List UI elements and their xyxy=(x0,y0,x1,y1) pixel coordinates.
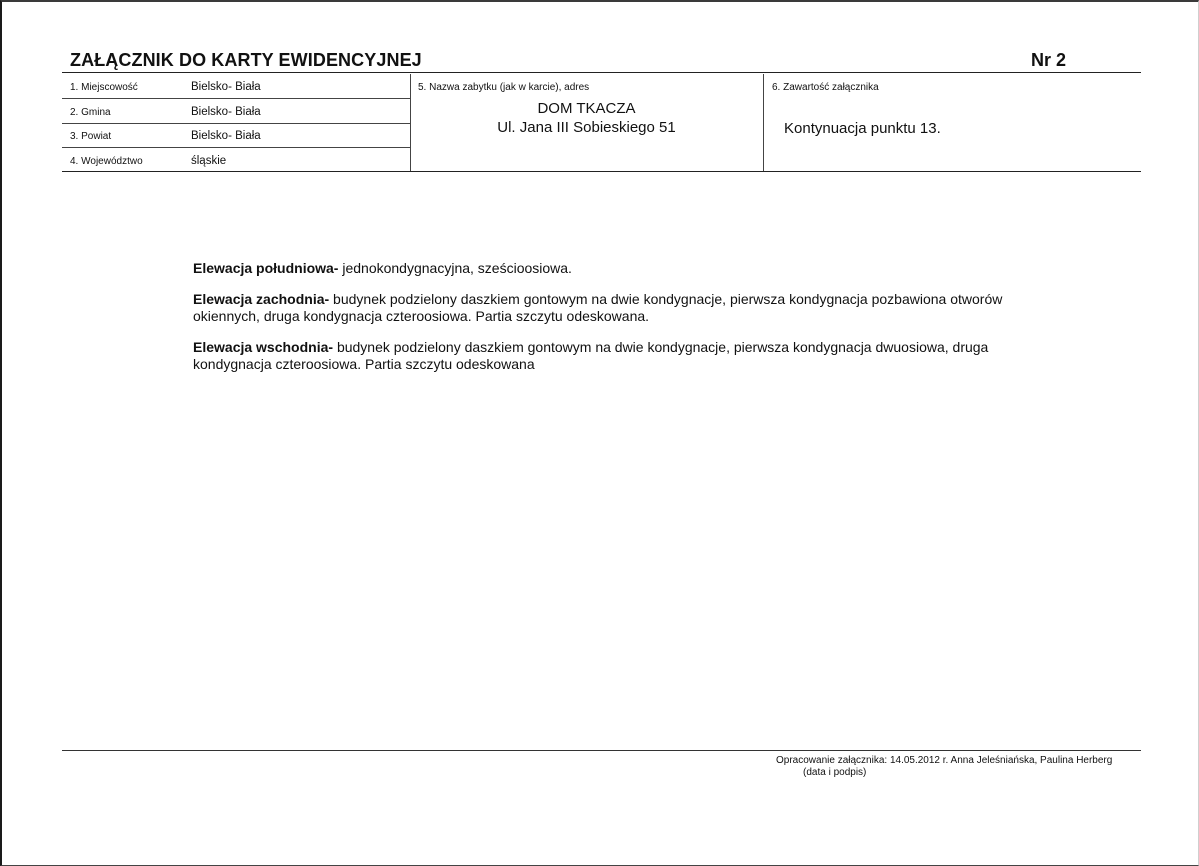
paragraph-heading: Elewacja południowa- xyxy=(193,260,339,276)
field-label: 1. Miejscowość xyxy=(70,82,138,93)
field-value: śląskie xyxy=(191,155,227,167)
paragraph-heading: Elewacja zachodnia- xyxy=(193,291,330,307)
document-title: ZAŁĄCZNIK DO KARTY EWIDENCYJNEJ xyxy=(70,50,422,70)
table-divider xyxy=(62,171,1141,172)
field-locality xyxy=(62,74,410,99)
monument-cell xyxy=(410,74,764,172)
paragraph-west xyxy=(193,291,1013,325)
paragraph-south xyxy=(193,260,1013,277)
paragraph-text: jednokondygnacyjna, sześcioosiowa. xyxy=(338,260,572,276)
field-county xyxy=(62,123,410,148)
paragraph-heading: Elewacja wschodnia- xyxy=(193,339,334,355)
field-label: 2. Gmina xyxy=(70,107,111,118)
footer-caption: (data i podpis) xyxy=(803,767,867,778)
monument-name: DOM TKACZA xyxy=(537,100,636,117)
field-label: 4. Województwo xyxy=(70,156,143,167)
field-label: 3. Powiat xyxy=(70,131,112,142)
contents-cell xyxy=(764,74,1141,172)
footer-divider xyxy=(62,750,1141,751)
field-value: Bielsko- Biała xyxy=(191,81,261,93)
monument-address: Ul. Jana III Sobieskiego 51 xyxy=(497,119,676,136)
paragraph-text: budynek podzielony daszkiem gontowym na dwie kondygnacje, pierwsza kondygnacja dwuosiowa, druga kondygnacja czteroosiowa. Partia szczytu odeskowana xyxy=(193,339,989,372)
contents-value: Kontynuacja punktu 13. xyxy=(784,120,941,137)
paragraph-east xyxy=(193,339,1013,373)
header xyxy=(62,50,1141,73)
monument-label: 5. Nazwa zabytku (jak w karcie), adres xyxy=(418,82,590,93)
field-value: Bielsko- Biała xyxy=(191,106,261,118)
footer-prepared: Opracowanie załącznika: 14.05.2012 r. Anna Jeleśniańska, Paulina Herberg xyxy=(776,755,1113,766)
field-voivodeship xyxy=(62,148,410,172)
attachment-number: Nr 2 xyxy=(1030,50,1066,70)
field-value: Bielsko- Biała xyxy=(191,130,261,142)
description-body xyxy=(193,260,1013,387)
field-commune xyxy=(62,99,410,124)
paragraph-text: budynek podzielony daszkiem gontowym na dwie kondygnacje, pierwsza kondygnacja pozbawiona otworów okiennych, druga kondygnacja czteroosiowa. Partia szczytu odeskowana. xyxy=(193,291,1003,324)
contents-label: 6. Zawartość załącznika xyxy=(772,82,879,93)
location-fields xyxy=(62,74,411,172)
